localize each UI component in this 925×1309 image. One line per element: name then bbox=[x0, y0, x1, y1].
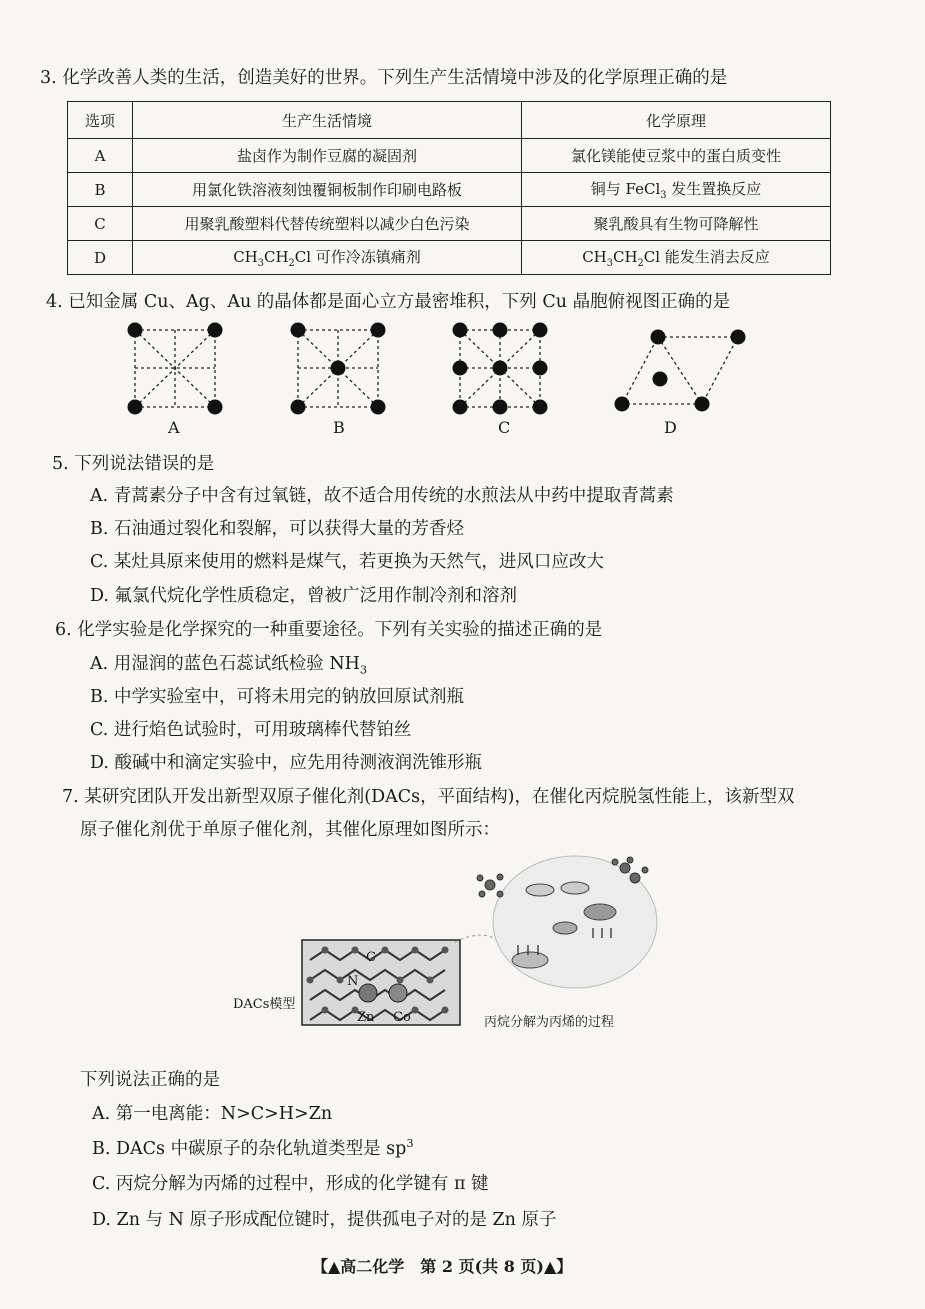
q5-option-c: C. 某灶具原来使用的燃料是煤气，若更换为天然气，进风口应改大 bbox=[90, 552, 604, 572]
q7-lead: 下列说法正确的是 bbox=[80, 1070, 220, 1090]
q6-option-a: A. 用湿润的蓝色石蕊试纸检验 $NH_3$ bbox=[90, 654, 368, 677]
atom-label-co: Co bbox=[393, 1010, 411, 1025]
q6-option-c: C. 进行焰色试验时，可用玻璃棒代替铂丝 bbox=[90, 720, 412, 740]
diagram-d bbox=[622, 337, 738, 404]
header-scene: 生产生活情境 bbox=[133, 102, 522, 139]
q7-option-b: B. DACs 中碳原子的杂化轨道类型是 $sp^3$ bbox=[92, 1136, 414, 1159]
label-d: D bbox=[664, 418, 677, 437]
dacs-figure bbox=[290, 850, 660, 1030]
q5-stem: 5. 下列说法错误的是 bbox=[52, 454, 215, 474]
q4-stem: 4. 已知金属 Cu、Ag、Au 的晶体都是面心立方最密堆积，下列 Cu 晶胞俯视图正确的是 bbox=[46, 292, 731, 312]
table-row bbox=[68, 173, 831, 207]
principle-cell: 聚乳酸具有生物可降解性 bbox=[522, 207, 831, 241]
diagram-a bbox=[135, 330, 215, 407]
q7-option-a: A. 第一电离能：N>C>H>Zn bbox=[92, 1104, 333, 1124]
label-a: A bbox=[168, 418, 180, 437]
scene-cell: $CH_3CH_2Cl$ 可作冷冻镇痛剂 bbox=[133, 241, 522, 275]
fig-left-label: DACs模型 bbox=[233, 997, 296, 1012]
q5-option-b: B. 石油通过裂化和裂解，可以获得大量的芳香烃 bbox=[90, 519, 464, 539]
page-footer: 【▲高二化学 第 2 页(共 8 页)▲】 bbox=[312, 1257, 573, 1276]
q7-option-c: C. 丙烷分解为丙烯的过程中，形成的化学键有 π 键 bbox=[92, 1174, 489, 1194]
option-letter: A bbox=[68, 139, 133, 173]
principle-cell: 氯化镁能使豆浆中的蛋白质变性 bbox=[522, 139, 831, 173]
scene-cell: 盐卤作为制作豆腐的凝固剂 bbox=[133, 139, 522, 173]
principle-cell: 铜与 FeCl$_3$ 发生置换反应 bbox=[522, 173, 831, 207]
header-option: 选项 bbox=[68, 102, 133, 139]
scene-cell: 用氯化铁溶液刻蚀覆铜板制作印刷电路板 bbox=[133, 173, 522, 207]
option-letter: C bbox=[68, 207, 133, 241]
table-row bbox=[68, 241, 831, 275]
q3-table bbox=[67, 101, 831, 275]
label-c: C bbox=[498, 418, 511, 437]
option-letter: D bbox=[68, 241, 133, 275]
q6-stem: 6. 化学实验是化学探究的一种重要途径。下列有关实验的描述正确的是 bbox=[55, 620, 603, 640]
q7-option-d: D. Zn 与 N 原子形成配位键时，提供孤电子对的是 Zn 原子 bbox=[92, 1210, 557, 1230]
q6-option-b: B. 中学实验室中，可将未用完的钠放回原试剂瓶 bbox=[90, 687, 464, 707]
fig-right-label: 丙烷分解为丙烯的过程 bbox=[484, 1015, 615, 1030]
principle-cell: $CH_3CH_2Cl$ 能发生消去反应 bbox=[522, 241, 831, 275]
q5-option-d: D. 氟氯代烷化学性质稳定，曾被广泛用作制冷剂和溶剂 bbox=[90, 586, 518, 606]
atom-label-n: N bbox=[347, 974, 359, 989]
q7-stem-line1: 7. 某研究团队开发出新型双原子催化剂(DACs，平面结构)，在催化丙烷脱氢性能上，该新型双 bbox=[62, 787, 795, 807]
option-letter: B bbox=[68, 173, 133, 207]
q6-option-d: D. 酸碱中和滴定实验中，应先用待测液润洗锥形瓶 bbox=[90, 753, 483, 773]
atom-label-c: C bbox=[366, 950, 376, 965]
crystal-diagrams bbox=[110, 315, 790, 440]
scene-cell: 用聚乳酸塑料代替传统塑料以减少白色污染 bbox=[133, 207, 522, 241]
atom-label-zn: Zn bbox=[357, 1010, 375, 1025]
table-row bbox=[68, 207, 831, 241]
header-principle: 化学原理 bbox=[522, 102, 831, 139]
label-b: B bbox=[333, 418, 345, 437]
q7-stem-line2: 原子催化剂优于单原子催化剂，其催化原理如图所示： bbox=[80, 820, 500, 840]
q5-option-a: A. 青蒿素分子中含有过氧链，故不适合用传统的水煎法从中药中提取青蒿素 bbox=[90, 486, 674, 506]
table-row bbox=[68, 139, 831, 173]
q3-stem: 3. 化学改善人类的生活，创造美好的世界。下列生产生活情境中涉及的化学原理正确的是 bbox=[40, 68, 728, 88]
